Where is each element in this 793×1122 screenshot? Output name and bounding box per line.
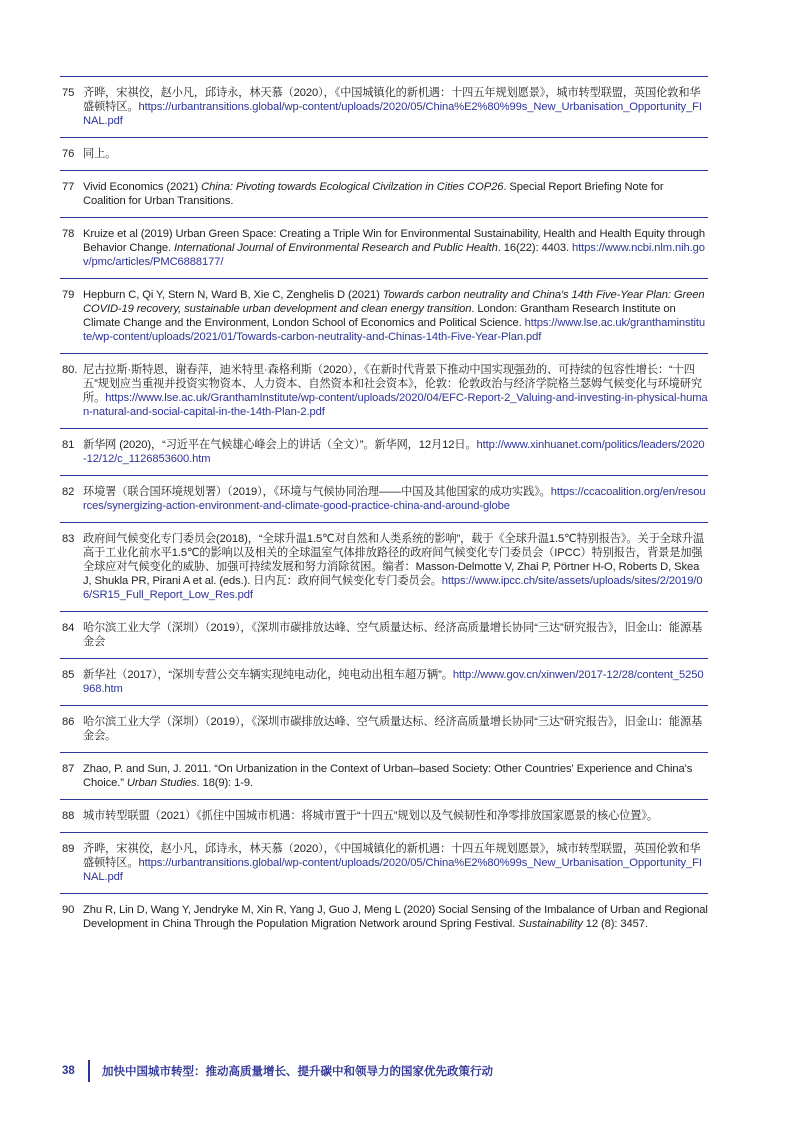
endnote — [60, 523, 708, 611]
endnote-number: 77 — [62, 181, 75, 193]
endnote-body — [83, 438, 708, 466]
endnote-link[interactable]: https://www.ncbi.nlm.nih.gov/pmc/articles/PMC6888177/ — [83, 242, 705, 268]
endnote — [60, 354, 708, 428]
endnote-link[interactable]: https://urbantransitions.global/wp-content/uploads/2020/05/China%E2%80%99s_New_Urbanisation_Opportunity_FINAL.pdf — [83, 101, 702, 127]
endnote — [60, 138, 708, 170]
endnote-number: 83 — [62, 533, 75, 545]
endnote-text: 齐晔，宋祺佼，赵小凡，邱诗永，林天慕（2020），《中国城镇化的新机遇：十四五年规划愿景》，城市转型联盟，英国伦敦和华盛顿特区。 — [83, 87, 701, 113]
endnote — [60, 429, 708, 475]
endnote — [60, 706, 708, 752]
endnote — [60, 659, 708, 705]
endnote-text: 同上。 — [83, 148, 117, 160]
endnote-body — [83, 809, 708, 823]
endnote-number: 90 — [62, 904, 75, 916]
endnote-text: 尼古拉斯·斯特恩，谢春萍，迪米特里·森格利斯（2020），《在新时代背景下推动中国实现强劲的、可持续的包容性增长：“十四五”规划应当重视并投资实物资本、人力资本、自然资本和社会资本》，伦敦：伦敦政治与经济学院格兰瑟姆气候变化与环境研究所。 — [83, 364, 702, 404]
endnote-text: 哈尔滨工业大学（深圳）（2019），《深圳市碳排放达峰、空气质量达标、经济高质量增长协同“三达”研究报告》，旧金山：能源基金会。 — [83, 716, 703, 742]
endnote-body — [83, 532, 708, 602]
page-number: 38 — [62, 1065, 75, 1077]
endnote-link[interactable]: https://www.ipcc.ch/site/assets/uploads/sites/2/2019/06/SR15_Full_Report_Low_Res.pdf — [83, 575, 703, 601]
endnote-title: International Journal of Environmental Research and Public Health — [173, 242, 498, 254]
endnote-link[interactable]: https://www.lse.ac.uk/granthaminstitute/wp-content/uploads/2021/01/Towards-carbon-neutrality-and-Chinas-14th-Five-Year-Plan.pdf — [83, 317, 706, 343]
endnote-number: 84 — [62, 622, 75, 634]
endnote-link[interactable]: https://www.lse.ac.uk/GranthamInstitute/wp-content/uploads/2020/04/EFC-Report-2_Valuing-and-investing-in-physical-human-natural-and-social-capital-in-the-14th-Plan-2.pdf — [83, 392, 708, 418]
endnote-title: Urban Studies — [126, 777, 197, 789]
endnote — [60, 171, 708, 217]
endnote-number: 85 — [62, 669, 75, 681]
endnote — [60, 476, 708, 522]
endnote — [60, 833, 708, 893]
endnote-text: Vivid Economics (2021) — [83, 181, 202, 193]
endnote-number: 88 — [62, 810, 75, 822]
footer-divider — [88, 1060, 90, 1082]
endnote-body — [83, 485, 708, 513]
endnote — [60, 77, 708, 137]
page-footer — [62, 1060, 493, 1082]
endnote-body — [83, 180, 708, 208]
endnote — [60, 279, 708, 353]
endnote-text: 12 (8): 3457. — [582, 918, 648, 930]
endnote-title: China: Pivoting towards Ecological Civilzation in Cities COP26 — [201, 181, 504, 193]
endnote-number: 87 — [62, 763, 75, 775]
endnote-text: 城市转型联盟（2021）《抓住中国城市机遇：将城市置于“十四五”规划以及气候韧性和净零排放国家愿景的核心位置》。 — [83, 810, 658, 822]
endnotes-list — [60, 76, 708, 940]
endnote-body — [83, 762, 708, 790]
endnote-text: 政府间气候变化专门委员会(2018)，“全球升温1.5℃对自然和人类系统的影响”，载于《全球升温1.5℃特别报告》。关于全球升温高于工业化前水平1.5℃的影响以及相关的全球温室气体排放路径的政府间气候变化专门委员会（IPCC）特别报告，背景是加强全球应对气候变化的威胁、加强可持续发展和努力消除贫困。编者：Masson-Delmotte V, Zhai P, Pörtner H-O, Roberts D, Skea J, Shukla PR, Pirani A et al. (eds.). 日内瓦：政府间气候变化专门委员会。 — [83, 533, 705, 587]
endnote-text: Hepburn C, Qi Y, Stern N, Ward B, Xie C, Zenghelis D (2021) — [83, 289, 383, 301]
endnote-text: 新华社（2017），“深圳专营公交车辆实现纯电动化，纯电动出租车超万辆”。 — [83, 669, 453, 681]
endnote-number: 79 — [62, 289, 75, 301]
endnote-body — [83, 227, 708, 269]
endnote-number: 76 — [62, 148, 75, 160]
endnote-text: Zhao, P. and Sun, J. 2011. “On Urbanization in the Context of Urban–based Society: Other Countries' Experience and China's Choice.” — [83, 763, 693, 789]
endnote-body — [83, 621, 708, 649]
endnote-body — [83, 842, 708, 884]
endnote-body — [83, 715, 708, 743]
endnote-body — [83, 668, 708, 696]
endnote-text: . London: Grantham Research Institute on Climate Change and the Environment, London School of Economics and Political Science. — [83, 303, 676, 329]
endnote-body — [83, 288, 708, 344]
endnote-text: Zhu R, Lin D, Wang Y, Jendryke M, Xin R, Yang J, Guo J, Meng L (2020) Social Sensing of the Imbalance of Urban and Regional Development in China Through the Population Migration Network around Spring Festival. — [83, 904, 708, 930]
endnote-number: 78 — [62, 228, 75, 240]
endnote-title: Sustainability — [518, 918, 583, 930]
report-title: 加快中国城市转型：推动高质量增长、提升碳中和领导力的国家优先政策行动 — [102, 1066, 493, 1078]
endnote-link[interactable]: https://urbantransitions.global/wp-content/uploads/2020/05/China%E2%80%99s_New_Urbanisation_Opportunity_FINAL.pdf — [83, 857, 702, 883]
endnote-text: . 16(22): 4403. — [497, 242, 572, 254]
endnote-number: 75 — [62, 87, 75, 99]
endnote-body — [83, 903, 708, 931]
endnote — [60, 612, 708, 658]
endnote-body — [83, 86, 708, 128]
endnote-link[interactable]: http://www.gov.cn/xinwen/2017-12/28/content_5250968.htm — [83, 669, 704, 695]
endnote-body — [83, 147, 708, 161]
endnote — [60, 753, 708, 799]
endnote-number: 81 — [62, 439, 75, 451]
endnote-text: 哈尔滨工业大学（深圳）（2019），《深圳市碳排放达峰、空气质量达标、经济高质量增长协同“三达”研究报告》，旧金山：能源基金会 — [83, 622, 703, 648]
endnote-text: 新华网 (2020)，“习近平在气候雄心峰会上的讲话（全文）”。新华网，12月12日。 — [83, 439, 477, 451]
endnote-number: 80. — [62, 364, 78, 376]
endnote-number: 89 — [62, 843, 75, 855]
endnote-number: 86 — [62, 716, 75, 728]
endnote-text: . 18(9): 1-9. — [196, 777, 254, 789]
endnote-text: 齐晔，宋祺佼，赵小凡，邱诗永，林天慕（2020），《中国城镇化的新机遇：十四五年规划愿景》，城市转型联盟，英国伦敦和华盛顿特区。 — [83, 843, 701, 869]
endnote-body — [83, 363, 708, 419]
endnote-link[interactable]: http://www.xinhuanet.com/politics/leaders/2020-12/12/c_1126853600.htm — [83, 439, 705, 465]
endnote-number: 82 — [62, 486, 75, 498]
endnote — [60, 218, 708, 278]
endnote-link[interactable]: https://ccacoalition.org/en/resources/synergizing-action-environment-and-climate-good-practice-china-and-around-globe — [83, 486, 706, 512]
endnote — [60, 800, 708, 832]
endnote-text: . Special Report Briefing Note for Coalition for Urban Transitions. — [83, 181, 664, 207]
endnote-title: Towards carbon neutrality and China's 14th Five-Year Plan: Green COVID-19 recovery, sustainable urban development and clean energy transition — [83, 289, 705, 315]
endnote — [60, 894, 708, 940]
endnote-text: Kruize et al (2019) Urban Green Space: Creating a Triple Win for Environmental Sustainability, Health and Health Equity through Behavior Change. — [83, 228, 706, 254]
endnote-text: 环境署（联合国环境规划署）（2019），《环境与气候协同治理——中国及其他国家的成功实践》。 — [83, 486, 551, 498]
